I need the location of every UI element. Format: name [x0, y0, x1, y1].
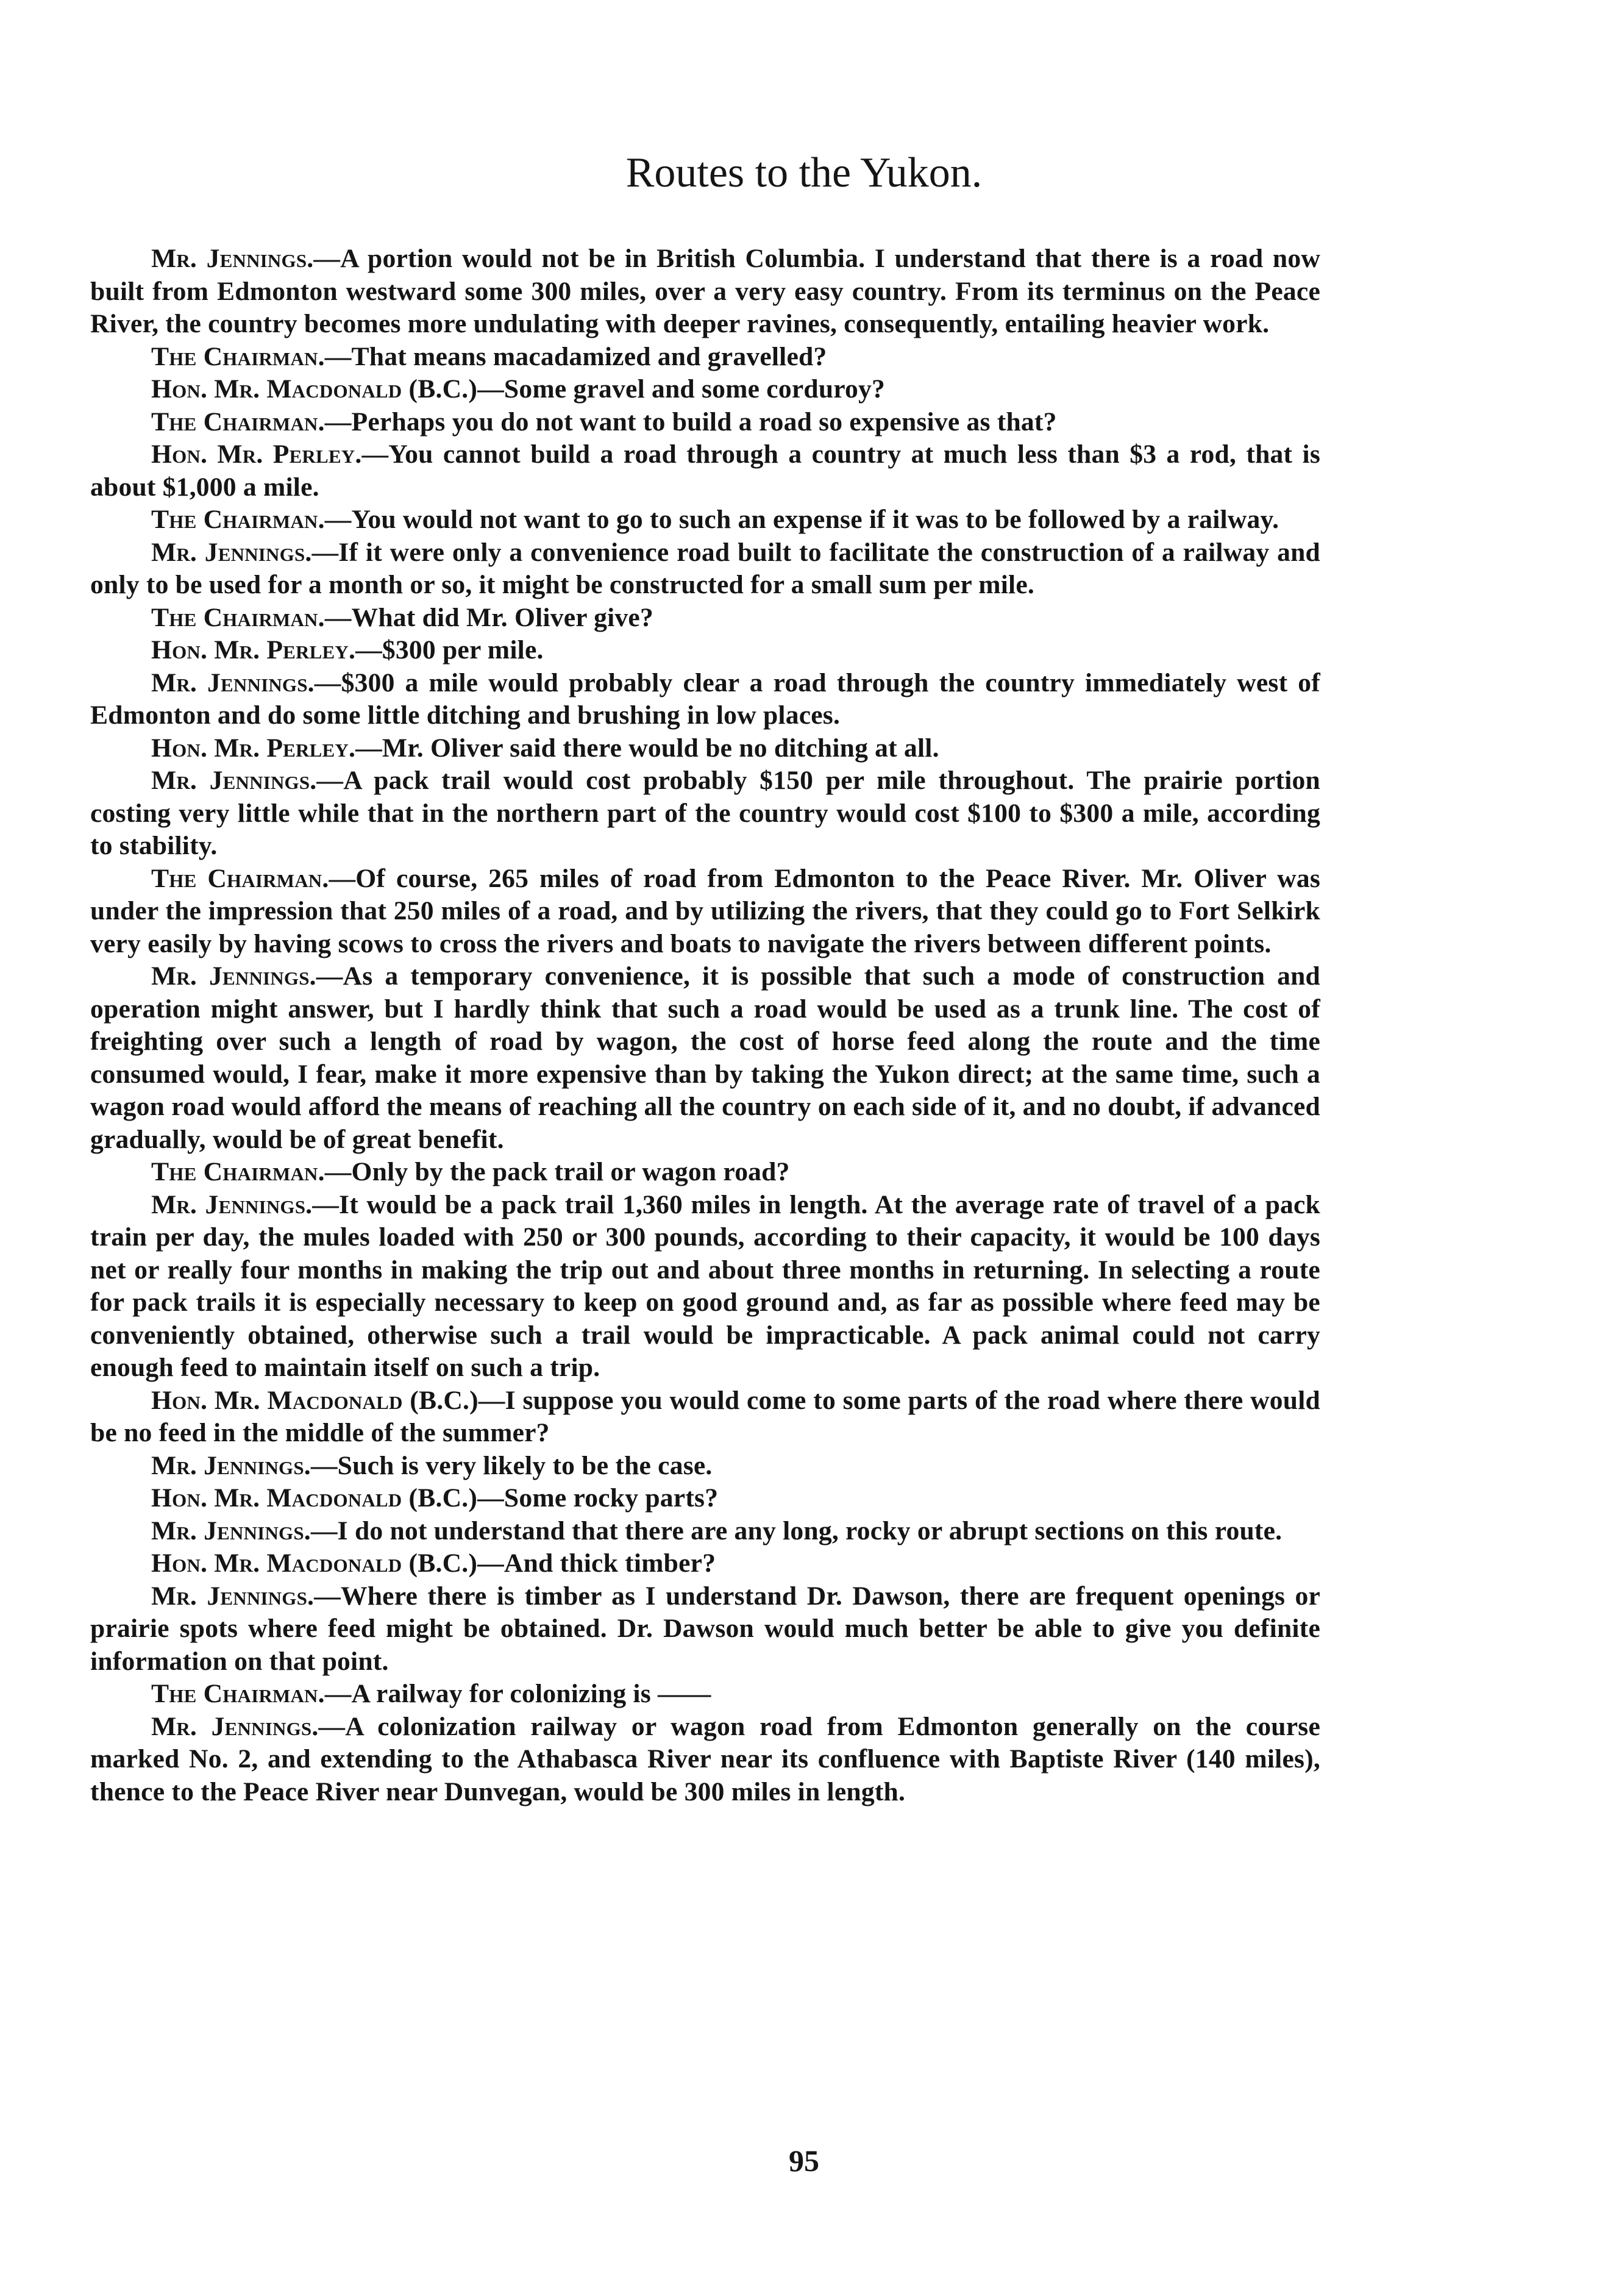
- speaker-name: Hon. Mr. Macdonald: [151, 1385, 403, 1415]
- testimony-paragraph: [90, 537, 1320, 602]
- paragraph-text: —You cannot build a road through a country at much less than $3 a rod, that is about $1,000 a mile.: [90, 440, 1320, 502]
- speaker-name: The Chairman.: [151, 407, 325, 437]
- testimony-paragraph: [90, 1547, 1320, 1580]
- paragraph-text: —Such is very likely to be the case.: [310, 1450, 713, 1480]
- testimony-paragraph: [90, 634, 1320, 667]
- paragraph-text: —Perhaps you do not want to build a road so expensive as that?: [324, 407, 1057, 437]
- paragraph-text: —A railway for colonizing is ——: [324, 1679, 711, 1708]
- speaker-name: The Chairman.: [151, 505, 325, 534]
- speaker-name: Hon. Mr. Perley.: [151, 635, 356, 665]
- testimony-paragraph: [90, 1156, 1320, 1189]
- speaker-name: Mr. Jennings.: [151, 1516, 311, 1546]
- testimony-paragraph: [90, 765, 1320, 863]
- speaker-name: Mr. Jennings.: [151, 537, 312, 567]
- speaker-name: Hon. Mr. Macdonald: [151, 1483, 402, 1513]
- paragraph-text: —That means macadamized and gravelled?: [324, 341, 827, 371]
- testimony-paragraph: [90, 1450, 1320, 1483]
- testimony-paragraph: [90, 373, 1320, 406]
- paragraph-text: —It would be a pack trail 1,360 miles in length. At the average rate of travel of a pack train per day, the mules loaded with 250 or 300 pounds, according to their capacity, it would be 100 days net or really four months in making the trip out and about three months in returning. In selecting a route for pack trails it is especially necessary to keep on good ground and, as far as possible where feed may be conveniently obtained, otherwise such a trail would be impracticable. A pack animal could not carry enough feed to maintain itself on such a trip.: [90, 1189, 1320, 1382]
- testimony-paragraph: [90, 602, 1320, 635]
- speaker-name: Mr. Jennings.: [151, 244, 314, 273]
- paragraph-text: —Where there is timber as I understand Dr. Dawson, there are frequent openings or prairie spots where feed might be obtained. Dr. Dawson would much better be able to give you definite information on that point.: [90, 1581, 1320, 1676]
- testimony-paragraph: [90, 863, 1320, 961]
- speaker-name: The Chairman.: [151, 863, 329, 893]
- speaker-name: Mr. Jennings.: [151, 1450, 311, 1480]
- testimony-paragraph: [90, 1711, 1320, 1809]
- testimony-paragraph: [90, 1515, 1320, 1548]
- paragraph-text: —Of course, 265 miles of road from Edmonton to the Peace River. Mr. Oliver was under the impression that 250 miles of a road, and by utilizing the rivers, that they could go to Fort Selkirk very easily by having scows to cross the rivers and boats to navigate the rivers between different points.: [90, 863, 1321, 958]
- paragraph-text: —A colonization railway or wagon road from Edmonton generally on the course marked No. 2, and extending to the Athabasca River near its confluence with Baptiste River (140 miles), thence to the Peace River near Dunvegan, would be 300 miles in length.: [90, 1711, 1320, 1806]
- testimony-paragraph: [90, 1482, 1320, 1515]
- speaker-name: Mr. Jennings.: [151, 766, 317, 795]
- paragraph-text: (B.C.)—Some gravel and some corduroy?: [402, 374, 886, 404]
- testimony-paragraph: [90, 732, 1320, 765]
- speaker-name: Mr. Jennings.: [151, 668, 315, 697]
- paragraph-text: —$300 per mile.: [355, 635, 544, 665]
- paragraph-text: (B.C.)—Some rocky parts?: [402, 1483, 719, 1513]
- speaker-name: The Chairman.: [151, 602, 325, 632]
- paragraph-text: —As a temporary convenience, it is possible that such a mode of construction and operation might answer, but I hardly think that such a road would be used as a trunk line. The cost of freighting over such a length of road by wagon, the cost of horse feed along the route and the time consumed would, I fear, make it more expensive than by taking the Yukon direct; at the same time, such a wagon road would afford the means of reaching all the country on each side of it, and no doubt, if advanced gradually, would be of great benefit.: [90, 961, 1320, 1154]
- paragraph-text: —I do not understand that there are any long, rocky or abrupt sections on this route.: [310, 1516, 1282, 1546]
- paragraph-text: —Mr. Oliver said there would be no ditching at all.: [355, 733, 939, 763]
- paragraph-text: —A portion would not be in British Columbia. I understand that there is a road now built from Edmonton westward some 300 miles, over a very easy country. From its terminus on the Peace River, the country becomes more undulating with deeper ravines, consequently, entailing heavier work.: [90, 244, 1321, 338]
- running-title: Routes to the Yukon.: [625, 149, 983, 196]
- testimony-body: [90, 243, 1320, 1808]
- paragraph-text: —If it were only a convenience road built to facilitate the construction of a railway and only to be used for a month or so, it might be constructed for a small sum per mile.: [90, 537, 1320, 599]
- testimony-paragraph: [90, 960, 1320, 1156]
- speaker-name: The Chairman.: [151, 341, 325, 371]
- paragraph-text: (B.C.)—I suppose you would come to some parts of the road where there would be no feed in the middle of the summer?: [90, 1385, 1320, 1447]
- paragraph-text: (B.C.)—And thick timber?: [402, 1549, 716, 1578]
- speaker-name: Mr. Jennings.: [151, 1189, 313, 1219]
- testimony-paragraph: [90, 341, 1320, 374]
- speaker-name: Hon. Mr. Perley.: [151, 733, 356, 763]
- paragraph-text: —Only by the pack trail or wagon road?: [324, 1157, 790, 1186]
- speaker-name: The Chairman.: [151, 1157, 325, 1186]
- paragraph-text: —What did Mr. Oliver give?: [324, 602, 653, 632]
- paragraph-text: —A pack trail would cost probably $150 per mile throughout. The prairie portion costing very little while that in the northern part of the country would cost $100 to $300 a mile, according to stability.: [90, 766, 1320, 860]
- speaker-name: Hon. Mr. Perley.: [151, 440, 362, 469]
- testimony-paragraph: [90, 1189, 1320, 1385]
- speaker-name: Mr. Jennings.: [151, 1581, 315, 1611]
- testimony-paragraph: [90, 243, 1320, 341]
- page-number: 95: [789, 2144, 819, 2178]
- testimony-paragraph: [90, 1678, 1320, 1711]
- speaker-name: Mr. Jennings.: [151, 961, 316, 991]
- speaker-name: The Chairman.: [151, 1679, 325, 1708]
- testimony-paragraph: [90, 1580, 1320, 1678]
- testimony-paragraph: [90, 438, 1320, 504]
- testimony-paragraph: [90, 1385, 1320, 1450]
- paragraph-text: —$300 a mile would probably clear a road through the country immediately west of Edmonton and do some little ditching and brushing in low places.: [90, 668, 1320, 730]
- testimony-paragraph: [90, 667, 1320, 732]
- speaker-name: Hon. Mr. Macdonald: [151, 1549, 402, 1578]
- paragraph-text: —You would not want to go to such an expense if it was to be followed by a railway.: [324, 505, 1279, 534]
- testimony-paragraph: [90, 504, 1320, 537]
- speaker-name: Mr. Jennings.: [151, 1711, 319, 1741]
- testimony-paragraph: [90, 406, 1320, 439]
- speaker-name: Hon. Mr. Macdonald: [151, 374, 402, 404]
